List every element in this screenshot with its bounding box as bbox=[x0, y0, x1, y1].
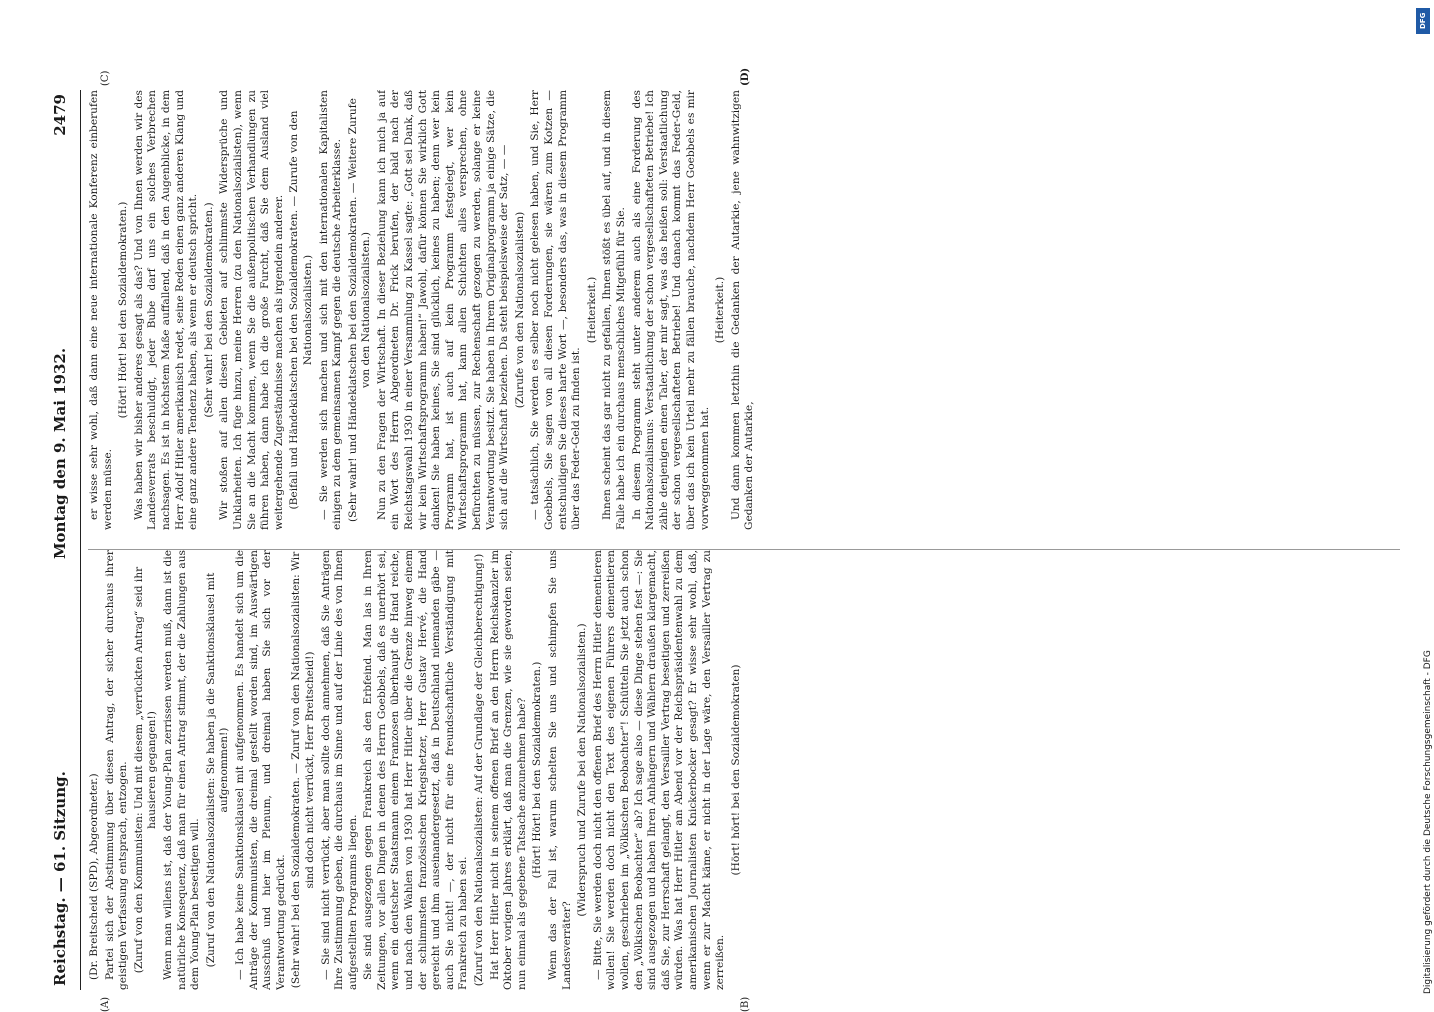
paragraph: Und dann kommen letzthin die Gedanken der Autarkie, jene wahnwitzigen Gedanken der Autarkie, bbox=[729, 90, 756, 530]
interjection: (Beifall und Händeklatschen bei den Sozialdemokraten. — Zurufe von den Nationalsozialisten.) bbox=[288, 110, 314, 510]
paragraph: Partei sich der Abstimmung über diesen Antrag, der sicher durchaus ihrer geistigen Verfassung entsprach, entzogen. bbox=[103, 550, 130, 990]
paragraph: (Dr. Breitscheid (SPD), Abgeordneter.) bbox=[88, 773, 100, 980]
paragraph: Wenn das der Fall ist, warum schelten Sie uns und schimpfen Sie uns Landesverräter? bbox=[547, 550, 573, 990]
paragraph: Wir stoßen auf allen diesen Gebieten auf schlimmste Widersprüche und Unklarheiten. Ich füge hinzu, meine Herren (zu den Nationalsozialisten), wenn Sie an die Macht kommen, wenn Sie die außenpolitischen Verhandlungen zu führen haben, dann habe ich die große Furcht, daß Sie dem Ausland viel weitergehende Zugeständnisse machen als irgendein anderer. bbox=[218, 90, 285, 530]
paragraph: Sie sind ausgezogen gegen Frankreich als den Erbfeind. Man las in Ihren Zeitungen, vor allen Dingen in denen des Herrn Goebbels, daß es unerhört sei, wenn ein deutscher Staatsmann einem Franzosen überhaupt die Hand reiche, und nach den Wahlen von 1930 hat Herr Hitler über die Grenze hinweg einem der schlimmsten französischen Kriegshetzer, Herr Gustav Hervé, die Hand gereicht und ihm auseinandergesetzt, daß in Deutschland niemanden gäbe — auch Sie nicht! —, der nicht für eine freundschaftliche Verständigung mit Frankreich zu haben sei. bbox=[362, 550, 470, 990]
paragraph: — Ich habe keine Sanktionsklausel mit aufgenommen. Es handelt sich um die Anträge der Kommunisten, die dreimal gestellt worden sind, im Auswärtigen Ausschuß und hier im Plenum, und dreimal haben Sie sich vor der Verantwortung gedrückt. bbox=[233, 550, 287, 990]
interjection: (Zuruf von den Nationalsozialisten: Auf der Grundlage der Gleichberechtigung!) bbox=[473, 553, 486, 987]
margin-mark-d: (D) bbox=[740, 67, 751, 86]
paragraph: er wisse sehr wohl, daß dann eine neue internationale Konferenz einberufen werden müsse. bbox=[88, 90, 114, 530]
paragraph: — Sie werden sich machen und sich mit den internationalen Kapitalisten einigen zu dem gemeinsamen Kampf gegen die deutsche Arbeiterklasse. bbox=[317, 90, 344, 530]
header-session: Reichstag. — 61. Sitzung. bbox=[51, 771, 69, 986]
paragraph: — Bitte, Sie werden doch nicht den offenen Brief des Herrn Hitler dementieren wollen! Sie werden doch nicht den Text des eigenen Führers dementieren wollen, geschrieben im „Völkischen Beobachter“! Schütteln Sie jetzt auch schon den „Völkischen Beobachter“ ab? Ich sage also — diese Dinge stehen fest —: Sie sind ausgezogen und haben Ihren Anhängern und Wählern draußen klargemacht, daß Sie, zur Herrschaft gelangt, den Versailler Vertrag beseitigen und zerreißen würden. Was hat Herr Hitler am Abend vor der Reichspräsidentenwahl zu dem amerikanischen Journalisten Knickerbocker gesagt? Er wisse sehr wohl, daß, wenn er zur Macht käme, er nicht in der Lage wäre, den Versailler Vertrag zu zerreißen. bbox=[591, 550, 727, 990]
document-page bbox=[40, 67, 1400, 1012]
interjection: (Sehr wahr! und Händeklatschen bei den Sozialdemokraten. — Weitere Zurufe von den Nationalsozialisten.) bbox=[346, 98, 373, 522]
interjection: (Zurufe von den Nationalsozialisten) bbox=[513, 211, 526, 409]
paragraph: — Sie sind nicht verrückt, aber man sollte doch annehmen, daß Sie Anträgen Ihre Zustimmung geben, die durchaus im Sinne und auf der Linie des von Ihnen aufgestellten Programms liegen. bbox=[319, 550, 359, 990]
running-head bbox=[40, 90, 81, 990]
interjection: (Heiterkeit.) bbox=[585, 276, 598, 344]
paragraph: — tatsächlich, Sie werden es selber noch nicht gelesen haben, und Sie, Herr Goebbels, Sie sagen von all diesen Forderungen, sie wären zum Kotzen — entschuldigen Sie dieses harte Wort —, besonders das, was in diesem Programm über das Feder-Geld zu finden ist. bbox=[529, 90, 583, 530]
interjection: (Zuruf von den Nationalsozialisten: Sie haben ja die Sanktionsklausel mit aufgenommen!) bbox=[204, 572, 231, 968]
text-column-left bbox=[88, 550, 1400, 990]
paragraph: Wenn man willens ist, daß der Young-Plan zerrissen werden muß, dann ist die natürliche Konsequenz, daß man für einen Antrag stimmt, der die Zahlungen aus dem Young-Plan beseitigen will. bbox=[161, 550, 202, 990]
interjection: (Hört! hört! bei den Sozialdemokraten) bbox=[729, 664, 742, 876]
dfg-logo: DFG bbox=[1416, 8, 1430, 34]
paragraph: Hat Herr Hitler nicht in seinem offenen Brief an den Herrn Reichskanzler im Oktober vorigen Jahres erklärt, daß man die Grenzen, wie sie geworden seien, nun einmal als gegebene Tatsache anzunehmen habe? bbox=[488, 550, 528, 990]
interjection: (Heiterkeit.) bbox=[714, 276, 727, 344]
interjection: (Hört! Hört! bei den Sozialdemokraten.) bbox=[117, 201, 130, 419]
interjection: (Hört! Hört! bei den Sozialdemokraten.) bbox=[531, 661, 544, 879]
interjection: (Sehr wahr! bei den Sozialdemokraten. — Zuruf von den Nationalsozialisten: Wir sind doch nicht verrückt, Herr Breitscheid!) bbox=[290, 551, 316, 989]
paragraph: Was haben wir bisher anderes gesagt als das? Und von Ihnen werden wir des Landesverrats beschuldigt, jeder Bube darf uns ein solches Verbrechen nachsagen. Es ist in höchstem Maße auffallend, daß in den Augenblicke, in dem Herr Adolf Hitler amerikanisch redet, seine Reden einen ganz anderen Klang und eine ganz andere Tendenz haben, als wenn er deutsch spricht. bbox=[132, 90, 200, 530]
interjection: (Zuruf von den Kommunisten: Und mit diesem „verrückten Antrag“ seid ihr hausieren gegangen!) bbox=[132, 566, 159, 974]
interjection: (Sehr wahr! bei den Sozialdemokraten.) bbox=[202, 202, 215, 418]
page-number: 2479 bbox=[51, 94, 69, 136]
paragraph: Nun zu den Fragen der Wirtschaft. In dieser Beziehung kann ich mich ja auf ein Wort des Herrn Abgeordneten Dr. Frick berufen, der bald nach der Reichstagswahl 1930 in einer Versammlung zu Kassel sagte: „Gott sei Dank, daß wir kein Wirtschaftsprogramm haben!“ Jawohl, dafür können Sie wirklich Gott danken! Sie haben keines, Sie sind glücklich, keines zu haben; denn wer kein Programm hat, ist auch auf kein Programm festgelegt, wer kein Wirtschaftsprogramm hat, kann allen Schichten alles versprechen, ohne befürchten zu müssen, zur Rechenschaft gezogen zu werden, solange er keine Verantwortung besitzt. Sie haben in Ihrem Originalprogramm ja einige Sätze, die sich auf die Wirtschaft beziehen. Da steht beispielsweise der Satz, — — bbox=[375, 90, 511, 530]
text-columns bbox=[88, 90, 1400, 990]
margin-mark-c: (C) bbox=[100, 70, 111, 86]
interjection: (Widerspruch und Zurufe bei den Nationalsozialisten.) bbox=[576, 623, 589, 917]
paragraph: In diesem Programm steht unter anderem auch als eine Forderung des Nationalsozialismus: Verstaatlichung der schon vergesellschafteten Betriebe! Ich zähle denjenigen einen Taler, der mir sagt, was das heißen soll: Verstaatlichung der schon vergesellschafteten Betriebe! Und danach kommt das Feder-Geld, über das ich kein Urteil mehr zu fällen brauche, nachdem Herr Goebbels es mir vorweggenommen hat. bbox=[630, 90, 711, 530]
margin-mark-a: (A) bbox=[100, 996, 111, 1012]
header-date: Montag den 9. Mai 1932. bbox=[51, 347, 69, 560]
text-column-right bbox=[88, 90, 1400, 530]
margin-mark-b: (B) bbox=[740, 996, 751, 1012]
paragraph: Ihnen scheint das gar nicht zu gefallen, Ihnen stößt es übel auf, und in diesem Falle habe ich ein durchaus menschliches Mitgefühl für Sie. bbox=[601, 90, 627, 530]
column-divider bbox=[88, 549, 1400, 550]
attribution-text: Digitalisierung gefördert durch die Deutsche Forschungsgemeinschaft - DFG bbox=[1423, 650, 1433, 994]
